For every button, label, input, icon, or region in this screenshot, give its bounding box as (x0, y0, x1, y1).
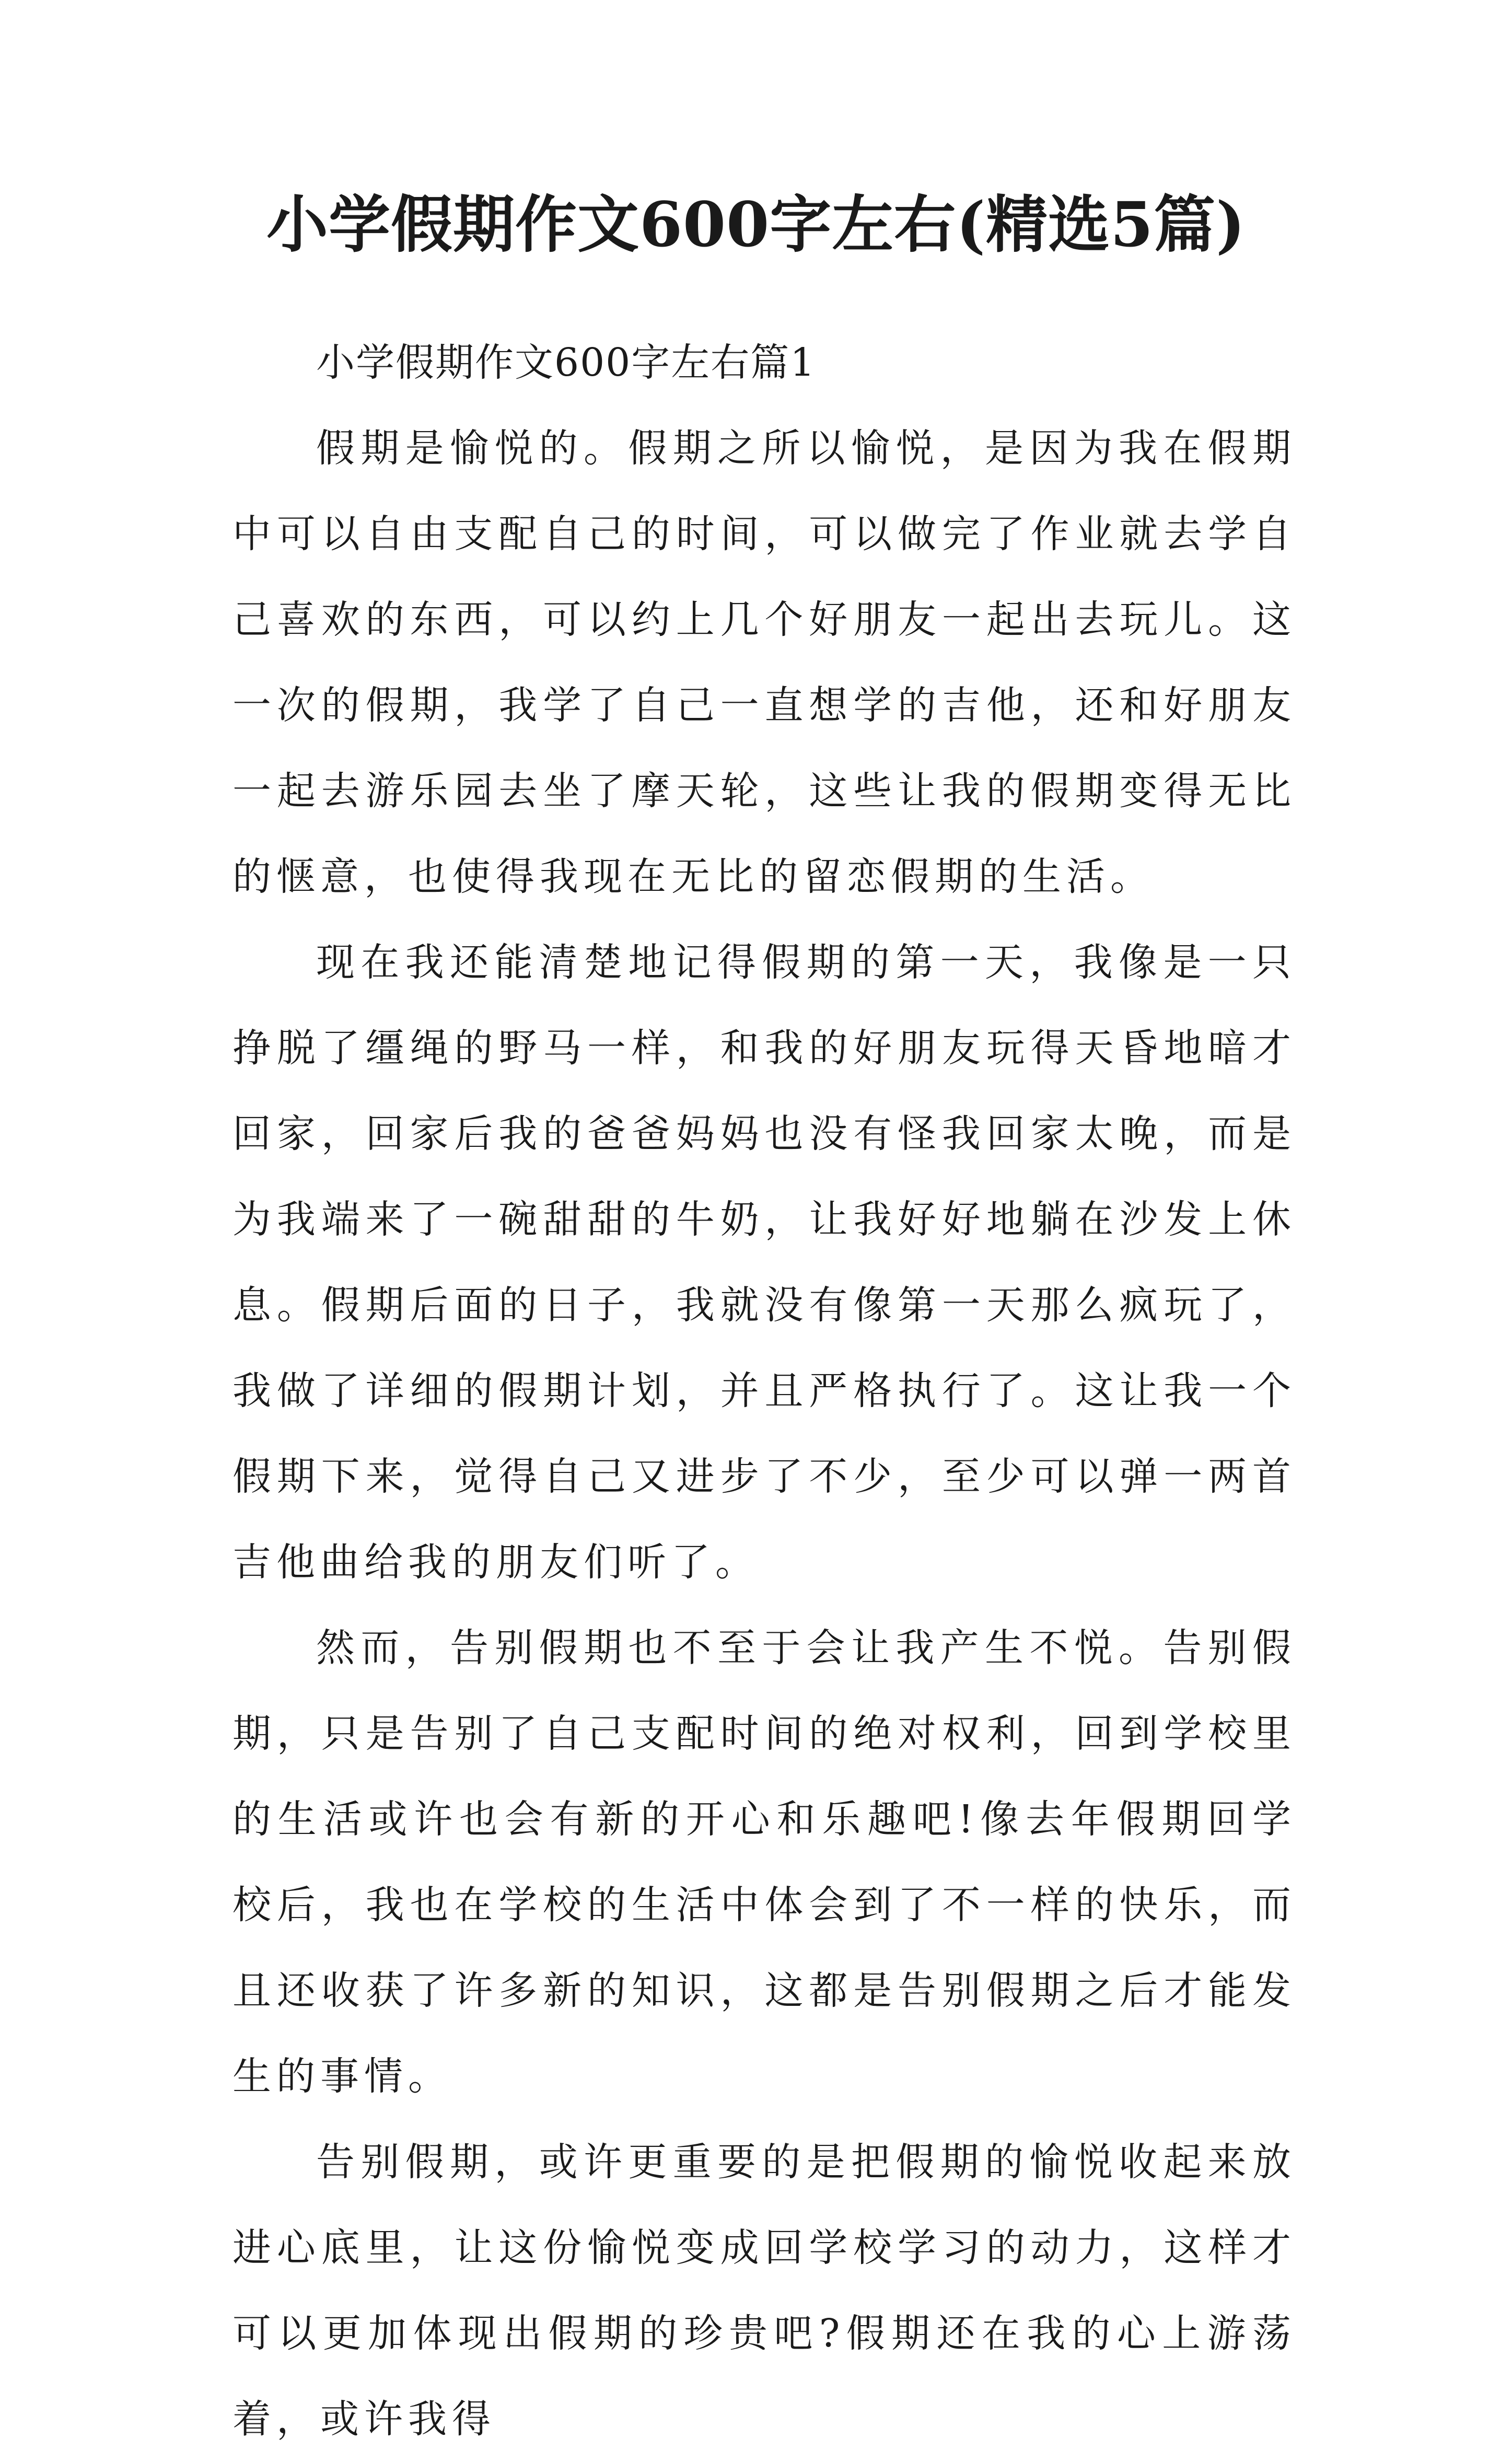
paragraph: 告别假期，或许更重要的是把假期的愉悦收起来放进心底里，让这份愉悦变成回学校学习的动力，这样才可以更加体现出假期的珍贵吧?假期还在我的心上游荡着，或许我得 (232, 2140, 1296, 2442)
paragraph: 现在我还能清楚地记得假期的第一天，我像是一只挣脱了缰绳的野马一样，和我的好朋友玩得天昏地暗才回家，回家后我的爸爸妈妈也没有怪我回家太晚，而是为我端来了一碗甜甜的牛奶，让我好好地躺在沙发上休息。假期后面的日子，我就没有像第一天那么疯玩了，我做了详细的假期计划，并且严格执行了。这让我一个假期下来，觉得自己又进步了不少，至少可以弹一两首吉他曲给我的朋友们听了。 (232, 940, 1296, 1585)
document-title: 小学假期作文600字左右(精选5篇) (266, 188, 1246, 261)
paragraph: 然而，告别假期也不至于会让我产生不悦。告别假期，只是告别了自己支配时间的绝对权利，回到学校里的生活或许也会有新的开心和乐趣吧!像去年假期回学校后，我也在学校的生活中体会到了不一样的快乐，而且还收获了许多新的知识，这都是告别假期之后才能发生的事情。 (232, 1625, 1296, 2099)
document-body (232, 320, 1296, 2462)
section-heading: 小学假期作文600字左右篇1 (316, 340, 816, 385)
paragraph: 假期是愉悦的。假期之所以愉悦，是因为我在假期中可以自由支配自己的时间，可以做完了作业就去学自己喜欢的东西，可以约上几个好朋友一起出去玩儿。这一次的假期，我学了自己一直想学的吉他，还和好朋友一起去游乐园去坐了摩天轮，这些让我的假期变得无比的惬意，也使得我现在无比的留恋假期的生活。 (232, 426, 1296, 899)
